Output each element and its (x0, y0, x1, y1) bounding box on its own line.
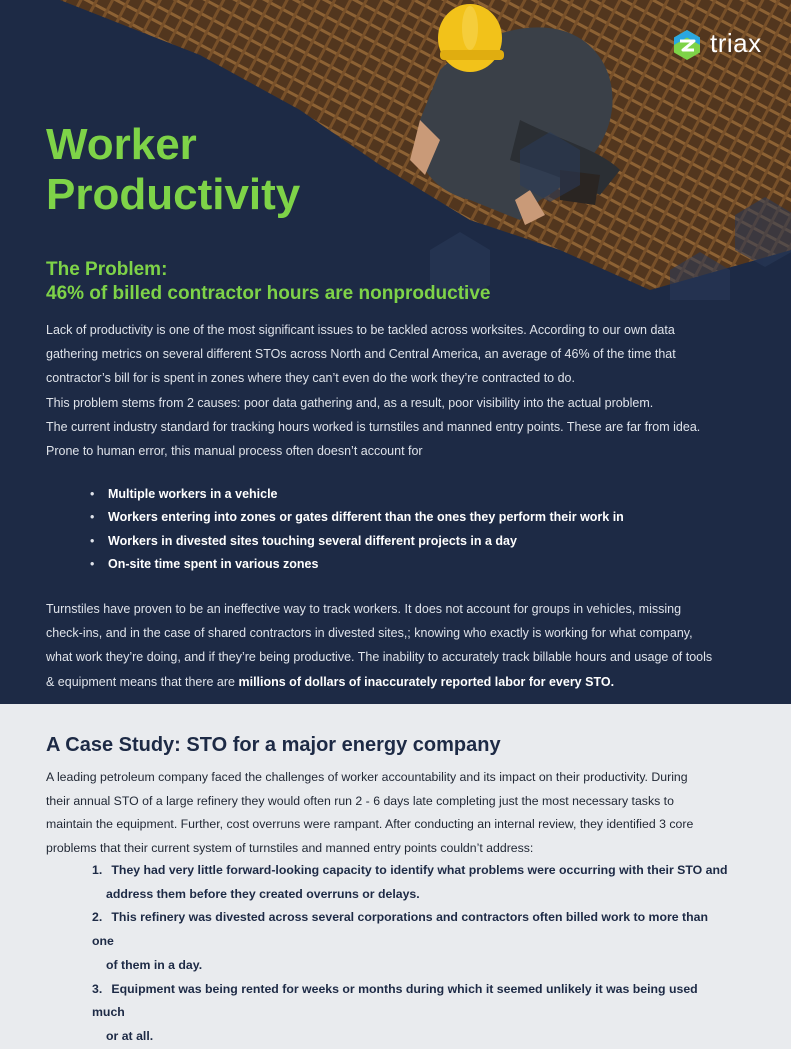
bullet-item: • Workers entering into zones or gates different than the ones they perform their work in (90, 506, 624, 529)
page-title: Worker Productivity (46, 120, 301, 219)
case-list-item: 1. They had very little forward-looking capacity to identify what problems were occurring with their STO and address them before they created overruns or delays. (92, 863, 728, 901)
case-line: A leading petroleum company faced the challenges of worker accountability and its impact on their productivity. During (46, 770, 688, 784)
intro-line: gathering metrics on several different STOs across North and Central America, an average of 46% of the time that (46, 347, 676, 362)
bullet-item: • Multiple workers in a vehicle (90, 483, 624, 506)
intro-line: This problem stems from 2 causes: poor data gathering and, as a result, poor visibility into the actual problem. (46, 395, 654, 410)
case-study-section (0, 704, 791, 1043)
case-study-title: A Case Study: STO for a major energy company (46, 734, 501, 756)
intro-line: Prone to human error, this manual process often doesn’t account for (46, 444, 423, 459)
problem-intro (46, 318, 746, 463)
bullet-dot-icon: • (90, 533, 95, 548)
case-study-body (46, 766, 746, 861)
case-line: problems that their current system of turnstiles and manned entry points couldn’t address: (46, 841, 534, 856)
case-list-item: 3. Equipment was being rented for weeks or months during which it seemed unlikely it was being used much or at all. (92, 981, 698, 1043)
intro-line: The current industry standard for tracking hours worked is turnstiles and manned entry points. These are far from idea. (46, 419, 701, 434)
intro-line: Lack of productivity is one of the most significant issues to be tackled across worksites. According to our own data (46, 323, 675, 337)
problem-outro (46, 597, 746, 694)
case-list-item: 2. This refinery was divested across several corporations and contractors often billed work to more than one of them in a day. (92, 910, 708, 972)
case-line: their annual STO of a large refinery they would often run 2 - 6 days late completing just the most necessary tasks to (46, 793, 674, 808)
problem-heading-line2: 46% of billed contractor hours are nonproductive (46, 283, 491, 304)
problem-heading (46, 258, 646, 306)
bullet-dot-icon: • (90, 510, 95, 525)
bullet-item: • On-site time spent in various zones (90, 553, 624, 576)
problem-bullets (90, 483, 624, 576)
triax-logo-icon (670, 28, 704, 62)
outro-line: check-ins, and in the case of shared contractors in divested sites,; knowing who exactly is working for what company, (46, 626, 693, 641)
outro-line-last: & equipment means that there are millions of dollars of inaccurately reported labor for every STO. (46, 674, 615, 689)
logo-text: triax (710, 28, 762, 58)
bullet-dot-icon: • (90, 487, 95, 501)
bullet-item: • Workers in divested sites touching several different projects in a day (90, 530, 624, 553)
case-line: maintain the equipment. Further, cost overruns were rampant. After conducting an internal review, they identified 3 core (46, 817, 694, 832)
outro-line: Turnstiles have proven to be an ineffective way to track workers. It does not account for groups in vehicles, missing (46, 602, 682, 616)
outro-emphasis: millions of dollars of inaccurately reported labor for every STO. (238, 674, 615, 689)
outro-line: what work they’re doing, and if they’re being productive. The inability to accurately track billable hours and usage of tools (46, 650, 713, 665)
bullet-dot-icon: • (90, 556, 95, 571)
intro-line: contractor’s bill for is spent in zones where they can’t even do the work they’re contracted to do. (46, 371, 575, 386)
case-study-list (92, 859, 732, 1049)
triax-logo (652, 20, 791, 76)
problem-heading-line1: The Problem: (46, 259, 168, 280)
